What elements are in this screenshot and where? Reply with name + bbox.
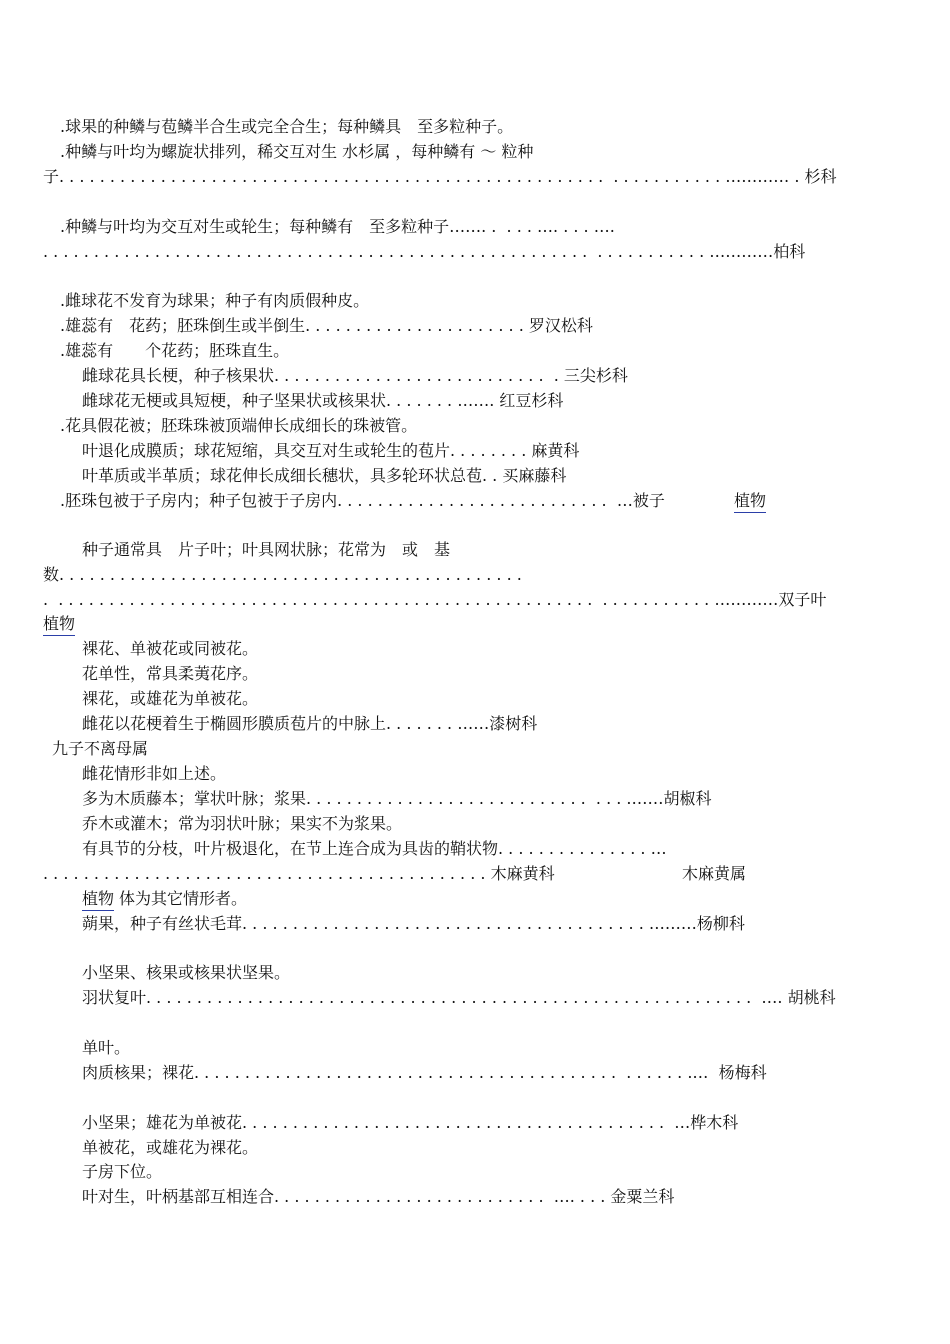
text-line: . . . . . . . . . . . . . . . . . . . . . . . . . . . . . . . . . . . . . . . . . . . . . . . . . . . . . . . . . . . . . . . . . …………柏科 xyxy=(43,242,806,261)
text-line: .雄蕊有 个花药；胚珠直生。 xyxy=(60,341,290,360)
text-line: 叶退化成膜质；球花短缩，具交互对生或轮生的苞片. . . . . . . . 麻黄科 xyxy=(82,441,580,460)
text-line: 单被花，或雄花为裸花。 xyxy=(82,1138,259,1157)
text-line: 裸花、单被花或同被花。 xyxy=(82,639,259,658)
text-line: 裸花，或雄花为单被花。 xyxy=(82,689,259,708)
underlined-term: 植物 xyxy=(734,491,766,513)
text-line: .种鳞与叶均为交互对生或轮生；每种鳞有 至多粒种子……. . . . . …. . . . …. xyxy=(60,217,620,236)
text-line: 数. . . . . . . . . . . . . . . . . . . . . . . . . . . . . . . . . . . . . . . . . . . . . . xyxy=(43,565,522,584)
text-line: 叶革质或半革质；球花伸长成细长穗状，具多轮环状总苞. . 买麻藤科 xyxy=(82,466,567,485)
text-line: 蒴果，种子有丝状毛茸. . . . . . . . . . . . . . . . . . . . . . . . . . . . . . . . . . . . . . . . ………杨柳科 xyxy=(82,914,745,933)
text-line: .花具假花被；胚珠珠被顶端伸长成细长的珠被管。 xyxy=(60,416,418,435)
text-line: 九子不离母属 xyxy=(52,739,149,758)
text-line: 多为木质藤本；掌状叶脉；浆果. . . . . . . . . . . . . . . . . . . . . . . . . . . . . . . .……胡椒科 xyxy=(82,789,712,808)
text-line: 雌球花无梗或具短梗，种子坚果状或核果状. . . . . . . ……. 红豆杉科 xyxy=(82,391,564,410)
text-line: 小坚果；雄花为单被花. . . . . . . . . . . . . . . . . . . . . . . . . . . . . . . . . . . . . . . . . . …桦木科 xyxy=(82,1113,739,1132)
text-line: 雌球花具长梗，种子核果状. . . . . . . . . . . . . . . . . . . . . . . . . . . . 三尖杉科 xyxy=(82,366,628,385)
text-line: 叶对生，叶柄基部互相连合. . . . . . . . . . . . . . . . . . . . . . . . . . . …. . . . 金粟兰科 xyxy=(82,1187,675,1206)
text-line: .球果的种鳞与苞鳞半合生或完全合生；每种鳞具 至多粒种子。 xyxy=(60,117,514,136)
text-line: .胚珠包被于子房内；种子包被于子房内. . . . . . . . . . . . . . . . . . . . . . . . . . . …被子 xyxy=(60,491,665,510)
text-line: 乔木或灌木；常为羽状叶脉；果实不为浆果。 xyxy=(82,814,403,833)
text-line: .种鳞与叶均为螺旋状排列，稀交互对生 水杉属 ，每种鳞有 ～ 粒种 xyxy=(60,142,534,161)
text-line: 体为其它情形者。 xyxy=(119,889,248,908)
text-line: 木麻黄属 xyxy=(682,864,747,883)
text-line: 雌花情形非如上述。 xyxy=(82,764,227,783)
text-line: 羽状复叶. . . . . . . . . . . . . . . . . . . . . . . . . . . . . . . . . . . . . . . . . . . . . . . . . . . . . . . . . . . . …. 胡桃科 xyxy=(82,988,836,1007)
underlined-term: 植物 xyxy=(82,889,114,911)
text-line: .雌球花不发育为球果；种子有肉质假种皮。 xyxy=(60,291,370,310)
text-line: . . . . . . . . . . . . . . . . . . . . . . . . . . . . . . . . . . . . . . . . . . . . . . . . . . . . . . . . . . . . . . . . . …………双子叶 xyxy=(43,590,827,609)
text-line: 子房下位。 xyxy=(82,1162,163,1181)
text-line: 花单性，常具柔荑花序。 xyxy=(82,664,259,683)
text-line: 种子通常具 片子叶；叶具网状脉；花常为 或 基 xyxy=(82,540,451,559)
text-line: 有具节的分枝，叶片极退化，在节上连合成为具齿的鞘状物. . . . . . . . . . . . . . . … xyxy=(82,839,667,858)
text-line: 子. . . . . . . . . . . . . . . . . . . . . . . . . . . . . . . . . . . . . . . . . . . . . . . . . . . . . . . . . . . . . . . . . ………… . 杉科 xyxy=(43,167,837,186)
text-line: .雄蕊有 花药；胚珠倒生或半倒生. . . . . . . . . . . . . . . . . . . . . . 罗汉松科 xyxy=(60,316,593,335)
text-line: 小坚果、核果或核果状坚果。 xyxy=(82,963,291,982)
text-line: 肉质核果；裸花. . . . . . . . . . . . . . . . . . . . . . . . . . . . . . . . . . . . . . . . . . . . . . . . .… 杨梅科 xyxy=(82,1063,767,1082)
underlined-term: 植物 xyxy=(43,614,75,636)
text-line: . . . . . . . . . . . . . . . . . . . . . . . . . . . . . . . . . . . . . . . . . . . . 木麻黄科 xyxy=(43,864,555,883)
text-line: 雌花以花梗着生于椭圆形膜质苞片的中脉上. . . . . . . ……漆树科 xyxy=(82,714,538,733)
text-line: 单叶。 xyxy=(82,1038,131,1057)
